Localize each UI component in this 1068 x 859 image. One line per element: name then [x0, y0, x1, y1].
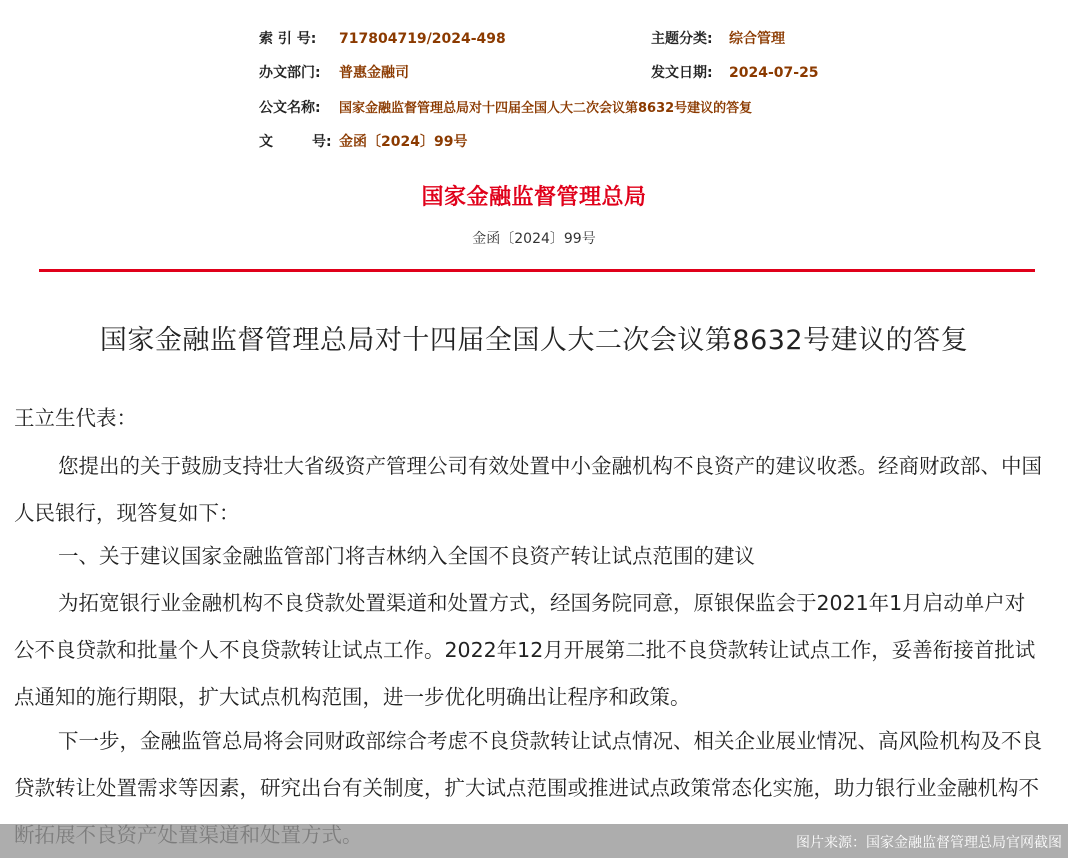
issuing-organization-title: 国家金融监督管理总局: [421, 185, 647, 210]
image-source-caption-bar: [0, 824, 1068, 858]
meta-category-row: [651, 28, 785, 48]
meta-date-row: [651, 62, 819, 82]
meta-index-label: 索 引 号:: [259, 31, 317, 47]
meta-index-value: 717804719/2024-498: [339, 31, 506, 47]
meta-docname-row: [259, 97, 752, 117]
addressee: 王立生代表：: [14, 406, 137, 430]
meta-category-value: 综合管理: [729, 31, 785, 47]
red-divider: [39, 269, 1035, 272]
meta-index-row: [259, 28, 506, 48]
paragraph-4-text: 下一步，金融监管总局将会同财政部综合考虑不良贷款转让试点情况、相关企业展业情况、高风险机构及不良贷款转让处置需求等因素，研究出台有关制度，扩大试点范围或推进试点政策常态化实施，助力银行业金融机构不: [14, 729, 1042, 800]
meta-docname-value: 国家金融监督管理总局对十四届全国人大二次会议第8632号建议的答复: [339, 101, 753, 116]
paragraph-2-text: 一、关于建议国家金融监管部门将吉林纳入全国不良资产转让试点范围的建议: [58, 544, 755, 568]
meta-category-label: 主题分类:: [651, 31, 713, 47]
meta-dept-value: 普惠金融司: [339, 65, 409, 81]
paragraph-3-text: 为拓宽银行业金融机构不良贷款处置渠道和处置方式，经国务院同意，原银保监会于2021年1月启动单户对公不良贷款和批量个人不良贷款转让试点工作。2022年12月开展第二批不良贷款转让试点工作，妥善衔接首批试点通知的施行期限，扩大试点机构范围，进一步优化明确出让程序和政策。: [14, 591, 1036, 709]
paragraph-3: [14, 580, 1044, 721]
meta-dept-label: 办文部门:: [259, 65, 321, 81]
document-title: 国家金融监督管理总局对十四届全国人大二次会议第8632号建议的答复: [99, 325, 969, 356]
meta-docno-label: 文 号:: [259, 134, 332, 150]
paragraph-1-text: 您提出的关于鼓励支持壮大省级资产管理公司有效处置中小金融机构不良资产的建议收悉。经商财政部、中国人民银行，现答复如下：: [14, 454, 1042, 525]
meta-docname-label: 公文名称:: [259, 100, 321, 116]
meta-date-label: 发文日期:: [651, 65, 713, 81]
meta-date-value: 2024-07-25: [729, 65, 819, 81]
meta-docno-value: 金函〔2024〕99号: [339, 134, 468, 150]
paragraph-1: [14, 443, 1044, 537]
document-number: 金函〔2024〕99号: [472, 231, 596, 247]
paragraph-2: [14, 533, 1044, 580]
image-source-caption: 图片来源：国家金融监督管理总局官网截图: [796, 835, 1062, 851]
meta-dept-row: [259, 62, 409, 82]
meta-docno-row: [259, 131, 467, 151]
